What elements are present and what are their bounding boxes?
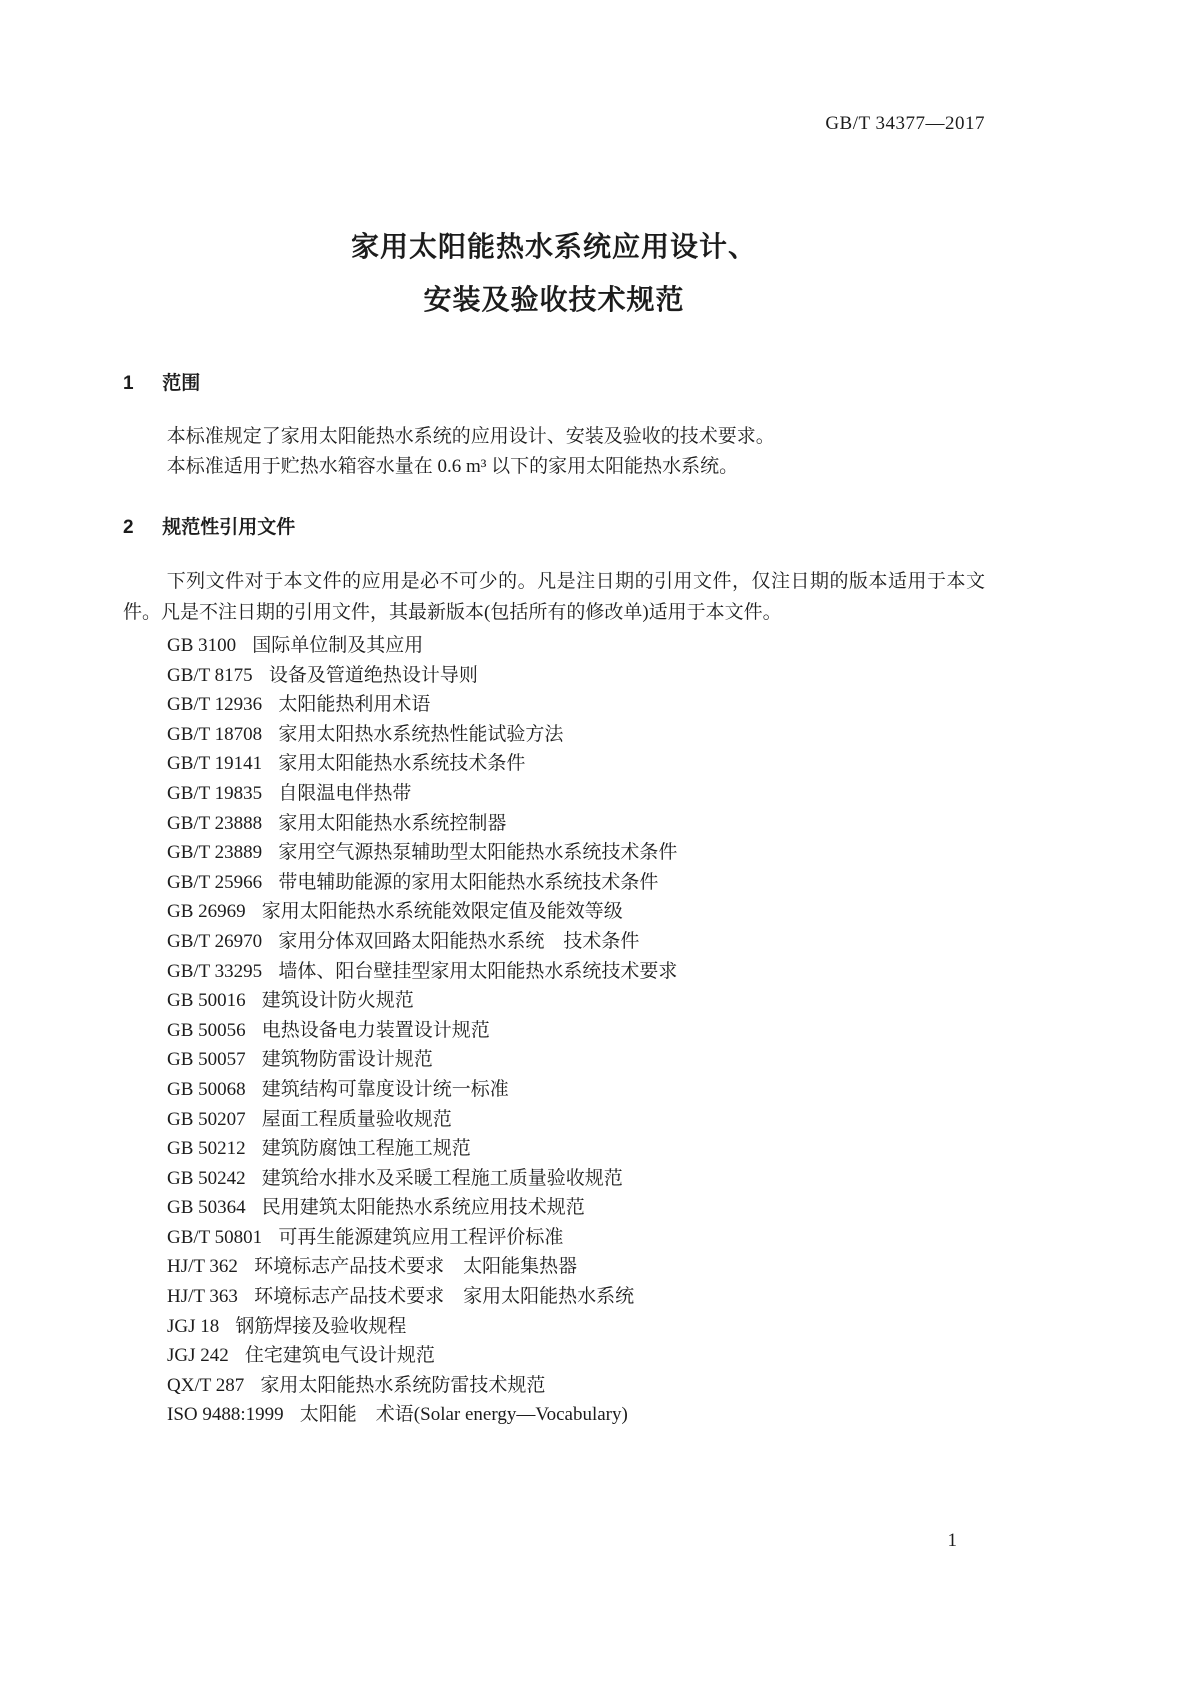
reference-title: 设备及管道绝热设计导则 bbox=[268, 664, 478, 686]
reference-title: 民用建筑太阳能热水系统应用技术规范 bbox=[261, 1197, 585, 1219]
reference-code: GB/T 8175 bbox=[167, 664, 253, 686]
reference-code: GB/T 23888 bbox=[167, 812, 263, 834]
reference-item bbox=[167, 779, 985, 809]
section-1-number: 1 bbox=[123, 373, 134, 394]
reference-title: 钢筋焊接及验收规程 bbox=[235, 1315, 407, 1337]
reference-code: GB/T 12936 bbox=[167, 694, 263, 716]
reference-code: GB 26969 bbox=[167, 901, 246, 923]
reference-title: 自限温电伴热带 bbox=[278, 782, 412, 804]
reference-title: 太阳能 术语(Solar energy—Vocabulary) bbox=[299, 1404, 628, 1426]
reference-code: GB 3100 bbox=[167, 635, 237, 656]
reference-code: GB/T 25966 bbox=[167, 871, 263, 893]
reference-code: QX/T 287 bbox=[167, 1374, 245, 1396]
reference-code: GB 50057 bbox=[167, 1049, 246, 1071]
reference-title: 建筑设计防火规范 bbox=[261, 990, 414, 1012]
section-2-title: 规范性引用文件 bbox=[162, 517, 296, 538]
page-number: 1 bbox=[947, 1530, 957, 1551]
reference-code: GB 50016 bbox=[167, 990, 246, 1012]
reference-item bbox=[167, 1075, 985, 1105]
document-title-line2: 安装及验收技术规范 bbox=[423, 284, 685, 315]
reference-item bbox=[167, 1252, 985, 1282]
section-1-heading bbox=[123, 372, 985, 396]
reference-item bbox=[167, 1134, 985, 1164]
reference-item bbox=[167, 897, 985, 927]
reference-code: GB/T 26970 bbox=[167, 930, 263, 952]
reference-item bbox=[167, 661, 985, 691]
reference-title: 建筑防腐蚀工程施工规范 bbox=[261, 1138, 471, 1160]
reference-title: 电热设备电力装置设计规范 bbox=[261, 1019, 490, 1041]
reference-code: GB/T 19141 bbox=[167, 753, 263, 775]
reference-item bbox=[167, 1223, 985, 1253]
reference-code: GB 50056 bbox=[167, 1019, 246, 1041]
reference-code: GB/T 19835 bbox=[167, 782, 263, 804]
reference-code: GB/T 18708 bbox=[167, 723, 263, 745]
reference-title: 建筑结构可靠度设计统一标准 bbox=[261, 1078, 509, 1100]
reference-code: HJ/T 363 bbox=[167, 1286, 238, 1308]
reference-code: GB 50364 bbox=[167, 1197, 246, 1219]
reference-code: GB/T 33295 bbox=[167, 960, 263, 982]
reference-item bbox=[167, 1105, 985, 1135]
reference-title: 带电辅助能源的家用太阳能热水系统技术条件 bbox=[278, 871, 659, 893]
reference-item bbox=[167, 1312, 985, 1342]
standard-number: GB/T 34377—2017 bbox=[825, 113, 985, 134]
reference-item bbox=[167, 1371, 985, 1401]
references-intro: 下列文件对于本文件的应用是必不可少的。凡是注日期的引用文件，仅注日期的版本适用于本文件。凡是不注日期的引用文件，其最新版本(包括所有的修改单)适用于本文件。 bbox=[123, 571, 985, 623]
reference-code: ISO 9488:1999 bbox=[167, 1404, 284, 1426]
reference-item bbox=[167, 868, 985, 898]
reference-title: 住宅建筑电气设计规范 bbox=[244, 1345, 435, 1367]
reference-item bbox=[167, 720, 985, 750]
reference-title: 家用太阳能热水系统能效限定值及能效等级 bbox=[261, 901, 623, 923]
reference-code: GB 50212 bbox=[167, 1138, 246, 1160]
reference-code: GB 50242 bbox=[167, 1167, 246, 1189]
reference-title: 建筑物防雷设计规范 bbox=[261, 1049, 433, 1071]
reference-item bbox=[167, 1016, 985, 1046]
reference-code: JGJ 18 bbox=[167, 1315, 220, 1337]
document-title-line1: 家用太阳能热水系统应用设计、 bbox=[350, 231, 757, 262]
section-2-number: 2 bbox=[123, 517, 134, 538]
reference-item bbox=[167, 1193, 985, 1223]
reference-title: 家用太阳能热水系统控制器 bbox=[278, 812, 507, 834]
reference-item bbox=[167, 957, 985, 987]
document-title bbox=[123, 220, 985, 326]
reference-title: 环境标志产品技术要求 家用太阳能热水系统 bbox=[254, 1286, 635, 1308]
reference-code: HJ/T 362 bbox=[167, 1256, 238, 1278]
section-1-title: 范围 bbox=[162, 373, 201, 394]
reference-title: 国际单位制及其应用 bbox=[252, 635, 424, 656]
reference-item bbox=[167, 749, 985, 779]
reference-item bbox=[167, 1045, 985, 1075]
reference-code: GB 50068 bbox=[167, 1078, 246, 1100]
reference-title: 家用空气源热泵辅助型太阳能热水系统技术条件 bbox=[278, 842, 678, 864]
reference-title: 可再生能源建筑应用工程评价标准 bbox=[278, 1226, 564, 1248]
reference-title: 屋面工程质量验收规范 bbox=[261, 1108, 452, 1130]
scope-paragraph-2: 本标准适用于贮热水箱容水量在 0.6 m³ 以下的家用太阳能热水系统。 bbox=[166, 456, 739, 477]
reference-title: 家用太阳热水系统热性能试验方法 bbox=[278, 723, 564, 745]
reference-title: 家用分体双回路太阳能热水系统 技术条件 bbox=[278, 930, 640, 952]
reference-item bbox=[167, 1164, 985, 1194]
reference-code: JGJ 242 bbox=[167, 1345, 229, 1367]
reference-title: 墙体、阳台壁挂型家用太阳能热水系统技术要求 bbox=[278, 960, 678, 982]
reference-item bbox=[167, 690, 985, 720]
reference-item bbox=[167, 1282, 985, 1312]
reference-title: 家用太阳能热水系统防雷技术规范 bbox=[260, 1374, 546, 1396]
reference-item bbox=[167, 1341, 985, 1371]
reference-title: 家用太阳能热水系统技术条件 bbox=[278, 753, 526, 775]
reference-code: GB/T 50801 bbox=[167, 1226, 263, 1248]
reference-code: GB/T 23889 bbox=[167, 842, 263, 864]
section-2-heading bbox=[123, 516, 985, 540]
reference-item bbox=[167, 809, 985, 839]
reference-item bbox=[167, 1400, 985, 1430]
reference-title: 建筑给水排水及采暖工程施工质量验收规范 bbox=[261, 1167, 623, 1189]
reference-item bbox=[167, 838, 985, 868]
reference-code: GB 50207 bbox=[167, 1108, 246, 1130]
reference-title: 太阳能热利用术语 bbox=[278, 694, 431, 716]
reference-item bbox=[167, 927, 985, 957]
reference-item bbox=[167, 631, 985, 661]
reference-title: 环境标志产品技术要求 太阳能集热器 bbox=[254, 1256, 578, 1278]
reference-list bbox=[167, 631, 985, 1430]
reference-item bbox=[167, 986, 985, 1016]
scope-paragraph-1: 本标准规定了家用太阳能热水系统的应用设计、安装及验收的技术要求。 bbox=[166, 426, 775, 447]
